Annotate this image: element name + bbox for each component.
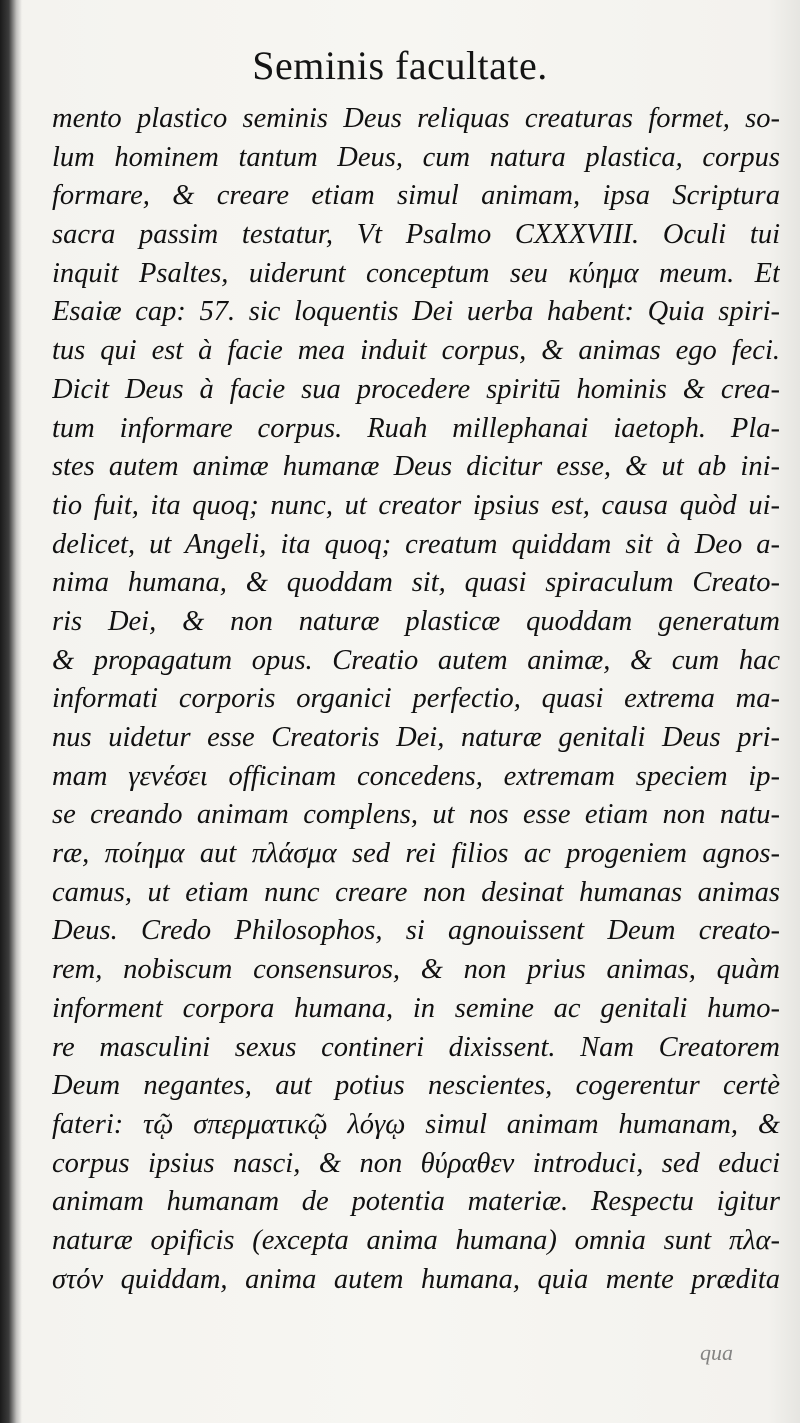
text-line: tum informare corpus. Ruah millephanai iaetoph. Pla- (52, 412, 780, 444)
text-line: tio fuit, ita quoq; nunc, ut creator ipsius est, causa quòd ui- (52, 489, 780, 521)
text-line: Deus. Credo Philosophos, si agnouissent Deum creato- (52, 915, 780, 947)
text-line: ris Dei, & non naturæ plasticæ quoddam generatum (52, 605, 780, 637)
text-line: re masculini sexus contineri dixissent. Nam Creatorem (52, 1031, 780, 1063)
binding-shadow (0, 0, 22, 1423)
text-line: Dicit Deus à facie sua procedere spiritū hominis & crea- (52, 373, 780, 405)
text-line: Esaiæ cap: 57. sic loquentis Dei uerba habent: Quia spiri- (52, 296, 780, 328)
text-line: stes autem animæ humanæ Deus dicitur esse, & ut ab ini- (52, 451, 780, 483)
text-line: nus uidetur esse Creatoris Dei, naturæ genitali Deus pri- (52, 722, 780, 753)
catchword: qua (700, 1340, 733, 1365)
text-line: nima humana, & quoddam sit, quasi spiraculum Creato- (52, 567, 780, 599)
text-line: ræ, ποίημα aut πλάσμα sed rei filios ac progeniem agnos- (52, 838, 780, 870)
text-line: delicet, ut Angeli, ita quoq; creatum quiddam sit à Deo a- (52, 528, 780, 560)
text-line: fateri: τῷ σπερματικῷ λόγῳ simul animam humanam, & (52, 1108, 780, 1140)
text-line: inquit Psaltes, uiderunt conceptum seu κύημα meum. Et (52, 257, 780, 289)
text-line: lum hominem tantum Deus, cum natura plastica, corpus (52, 141, 780, 173)
text-line: informati corporis organici perfectio, quasi extrema ma- (52, 683, 780, 715)
text-line: se creando animam complens, ut nos esse etiam non natu- (52, 799, 780, 831)
text-line: στόν quiddam, anima autem humana, quia mente prædita (52, 1263, 780, 1295)
text-line: animam humanam de potentia materiæ. Respectu igitur (52, 1186, 780, 1218)
text-line: naturæ opificis (excepta anima humana) omnia sunt πλα- (52, 1224, 780, 1256)
text-line: mento plastico seminis Deus reliquas creaturas formet, so- (52, 103, 780, 134)
text-line: sacra passim testatur, Vt Psalmo CXXXVIII. Oculi tui (52, 219, 780, 251)
text-line: corpus ipsius nasci, & non θύραθεν introduci, sed educi (52, 1147, 780, 1179)
text-line: formare, & creare etiam simul animam, ipsa Scriptura (52, 180, 780, 212)
text-line: mam γενέσει officinam concedens, extremam speciem ip- (52, 760, 780, 792)
text-line: Deum negantes, aut potius nescientes, cogerentur certè (52, 1070, 780, 1102)
text-line: rem, nobiscum consensuros, & non prius animas, quàm (52, 954, 780, 986)
text-line: informent corpora humana, in semine ac genitali humo- (52, 992, 780, 1024)
text-line: camus, ut etiam nunc creare non desinat humanas animas (52, 876, 780, 908)
page-title: Seminis facultate. (252, 43, 548, 88)
text-line: tus qui est à facie mea induit corpus, & animas ego feci. (52, 335, 780, 367)
body-text (52, 100, 780, 1299)
text-line: & propagatum opus. Creatio autem animæ, & cum hac (52, 644, 780, 676)
